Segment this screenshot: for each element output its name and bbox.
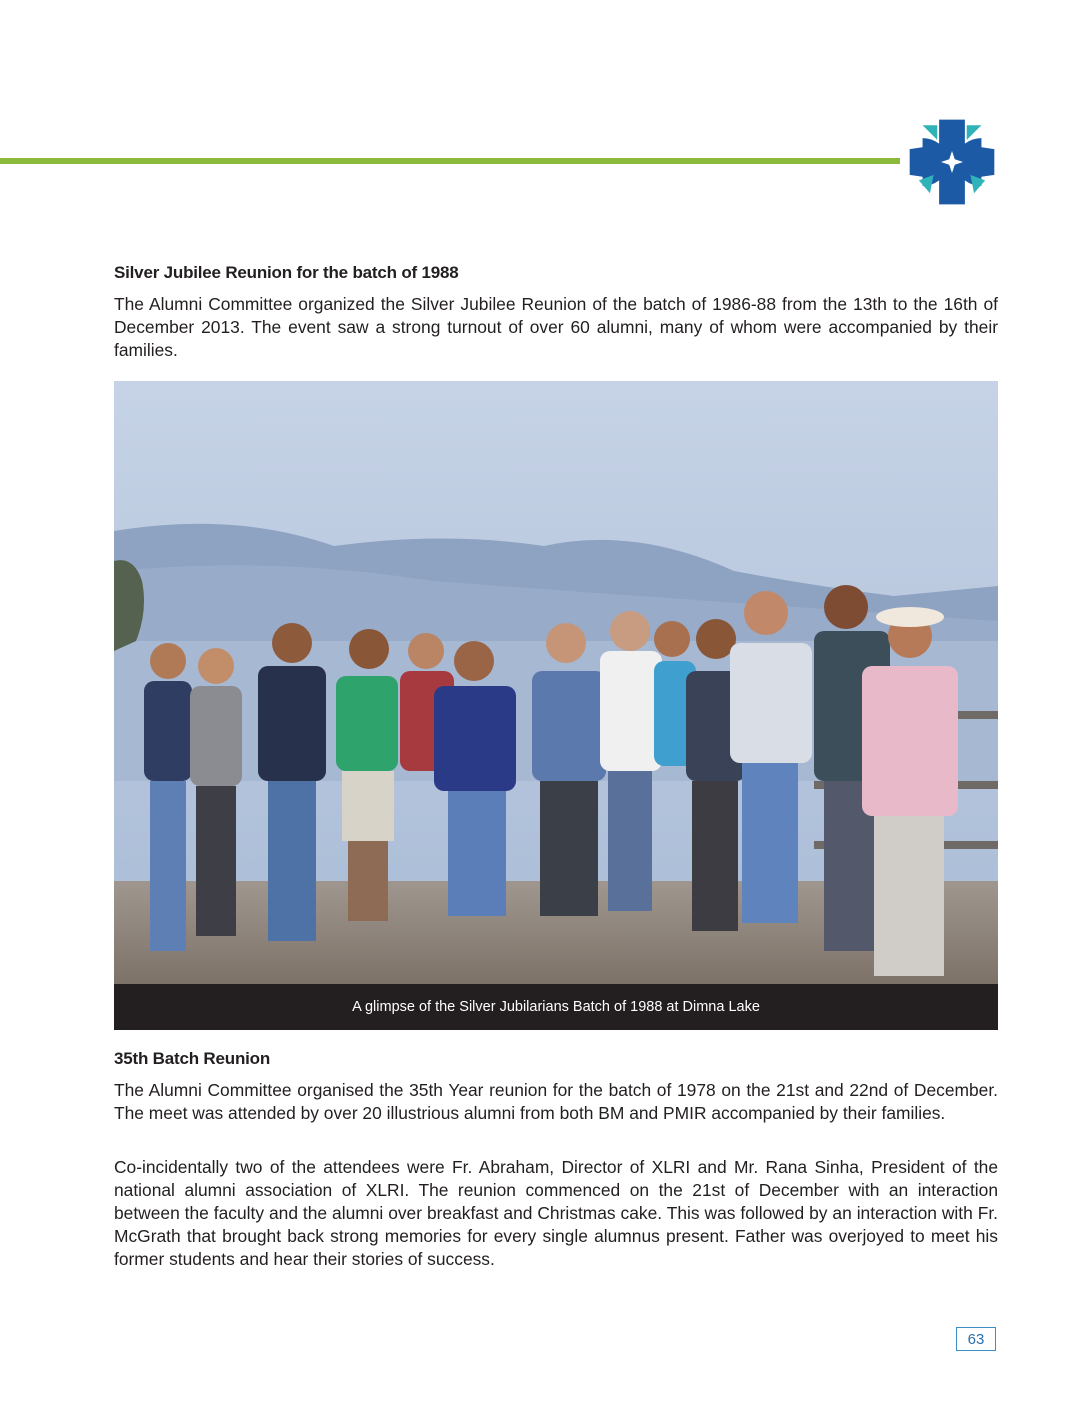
batch-reunion-paragraph-2: Co-incidentally two of the attendees were Fr. Abraham, Director of XLRI and Mr. Rana Sinha, President of the national alumni association of XLRI. The reunion commenced on the 21st of December with an interaction between the faculty and the alumni over breakfast and Christmas cake. This was followed by an interaction with Fr. McGrath that brought back strong memories for every single alumnus present. Father was overjoyed to meet his former students and hear their stories of success. (114, 1157, 998, 1269)
photo-caption: A glimpse of the Silver Jubilarians Batch of 1988 at Dimna Lake (114, 984, 998, 1030)
cross-emblem-icon (906, 116, 998, 208)
header-rule (0, 158, 900, 164)
section-heading-silver-jubilee: Silver Jubilee Reunion for the batch of 1988 (114, 263, 459, 282)
section-heading-35th-batch: 35th Batch Reunion (114, 1049, 271, 1068)
silver-jubilee-paragraph: The Alumni Committee organized the Silver Jubilee Reunion of the batch of 1986-88 from the 13th to the 16th of December 2013. The event saw a strong turnout of over 60 alumni, many of whom were accompanied by their families. (114, 294, 998, 360)
page-number: 63 (956, 1327, 996, 1351)
batch-reunion-paragraph-1: The Alumni Committee organised the 35th Year reunion for the batch of 1978 on the 21st and 22nd of December. The meet was attended by over 20 illustrious alumni from both BM and PMIR accompanied by their families. (114, 1080, 998, 1123)
group-photo (114, 381, 998, 984)
